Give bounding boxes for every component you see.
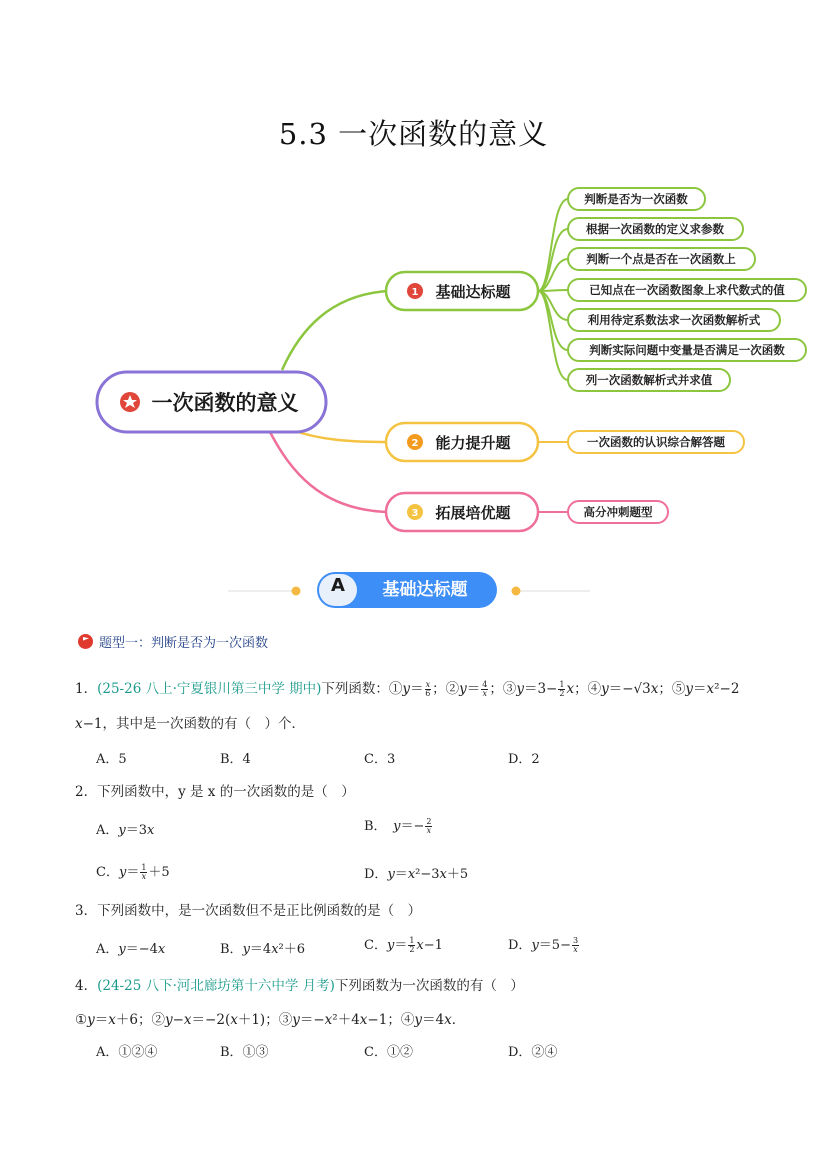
root-node: [97, 372, 326, 432]
leaf-1-4: 已知点在一次函数图象上求代数式的值: [589, 283, 785, 297]
q2-option-b[interactable]: B． y＝− $\frac{2}{x}$: [364, 817, 432, 835]
branch-node-3: [386, 493, 538, 531]
question-1-line2: x−1，其中是一次函数的有（ ）个．: [75, 716, 306, 732]
type-heading-text: 题型一：判断是否为一次函数: [99, 636, 269, 651]
svg-text:2: 2: [411, 438, 419, 449]
q4-option-c[interactable]: C．①②: [364, 1045, 413, 1060]
q1-option-a[interactable]: A．5: [96, 752, 127, 767]
q1-option-b[interactable]: B．4: [220, 752, 251, 767]
q2-option-d[interactable]: D．y＝x²−3x＋5: [364, 867, 469, 882]
leaf-3-1: 高分冲刺题型: [583, 505, 653, 519]
q2-option-a[interactable]: A．y＝3x: [96, 823, 155, 838]
q1-option-d[interactable]: D．2: [508, 752, 540, 767]
q1-option-c[interactable]: C．3: [364, 752, 396, 767]
branch-label-1: 基础达标题: [435, 283, 511, 301]
q3-option-c[interactable]: C．y＝ $\frac{1}{2}$ x−1: [364, 936, 443, 954]
q3-option-a[interactable]: A．y＝−4x: [96, 942, 166, 957]
question-4-line2: ①y＝x＋6；②y−x＝−2(x＋1)；③y＝−x²＋4x−1；④y＝4x．: [75, 1012, 466, 1028]
q4-option-a[interactable]: A．①②④: [96, 1045, 158, 1060]
leaf-1-6: 判断实际问题中变量是否满足一次函数: [589, 343, 785, 357]
question-4: 4．(24-25 八下·河北廊坊第十六中学 月考)下列函数为一次函数的有（ ）: [75, 978, 524, 994]
type-heading: [78, 632, 268, 651]
section-letter: A: [331, 575, 345, 596]
leaf-1-1: 判断是否为一次函数: [584, 192, 688, 206]
banner-dot-left: [292, 587, 301, 596]
page-title: 5.3 一次函数的意义: [278, 117, 549, 151]
banner-dot-right: [512, 587, 521, 596]
q4-option-b[interactable]: B．①③: [220, 1045, 269, 1060]
question-1: 1．(25-26 八上·宁夏银川第三中学 期中)下列函数：①y＝ $\frac{x}{6}$ ；②y＝ $\frac{4}{x}$ ；③y＝3− $\frac{1}{2}$ x；④y＝−√3x；⑤y＝x²−2: [75, 680, 740, 698]
leaf-connectors-1: [538, 199, 568, 380]
branch-connector-3: [270, 432, 388, 512]
root-label: 一次函数的意义: [151, 391, 299, 415]
q4-option-d[interactable]: D．②④: [508, 1045, 558, 1060]
question-2: 2．下列函数中，y 是 x 的一次函数的是（ ）: [75, 784, 355, 800]
branch-label-2: 能力提升题: [435, 434, 511, 452]
branch-node-2: [386, 423, 538, 461]
branch-label-3: 拓展培优题: [435, 504, 511, 522]
leaf-1-2: 根据一次函数的定义求参数: [586, 222, 724, 236]
leaf-2-1: 一次函数的认识综合解答题: [587, 435, 725, 449]
mind-map: [0, 0, 827, 545]
question-number: 1．: [75, 681, 98, 697]
svg-text:3: 3: [411, 508, 419, 519]
flag-icon: [78, 634, 93, 649]
leaf-1-7: 列一次函数解析式并求值: [585, 373, 713, 387]
question-3: 3．下列函数中，是一次函数但不是正比例函数的是（ ）: [75, 903, 422, 919]
section-title: 基础达标题: [382, 580, 468, 600]
q3-option-d[interactable]: D．y＝5− $\frac{3}{x}$: [508, 936, 579, 954]
q3-option-b[interactable]: B．y＝4x²＋6: [220, 942, 306, 957]
question-source: (25-26 八上·宁夏银川第三中学 期中): [97, 681, 322, 697]
q2-option-c[interactable]: C．y＝ $\frac{1}{x}$ ＋5: [96, 863, 170, 881]
branch-connector-1: [282, 291, 388, 370]
question-stem: 下列函数：: [321, 681, 389, 697]
branch-node-1: [386, 272, 538, 310]
leaf-1-5: 利用待定系数法求一次函数解析式: [587, 313, 761, 327]
leaf-1-3: 判断一个点是否在一次函数上: [586, 252, 736, 266]
svg-text:1: 1: [411, 287, 419, 298]
